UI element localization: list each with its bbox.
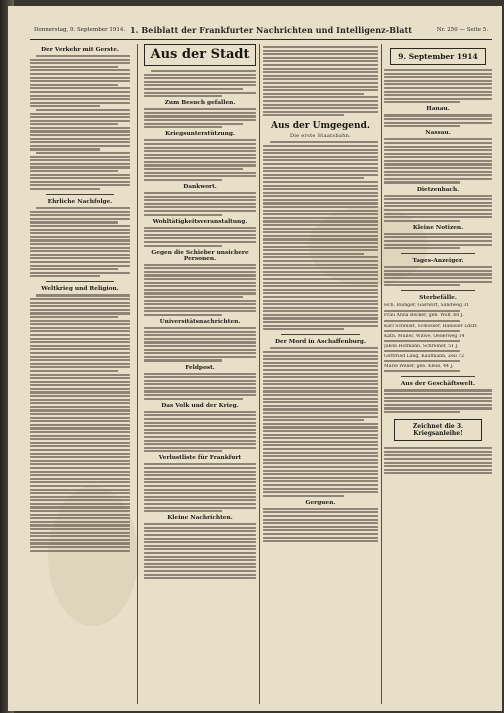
notice-line: Kath. Müller, Witwe, Oederweg 14 [384, 333, 465, 339]
article-body [384, 389, 492, 413]
notice-line: Marie Weber, geb. Klein, 44 J. [384, 363, 454, 369]
article-heading: Ehrliche Nachfolge. [47, 199, 113, 206]
article-body [384, 114, 492, 127]
masthead-date: Donnerstag, 9. September 1914. [34, 27, 126, 33]
article-body [263, 347, 378, 496]
article-body [144, 523, 256, 579]
newspaper-page [8, 6, 502, 711]
death-notices [384, 303, 492, 372]
notice-line: Jakob Hofmann, Schreiner, 51 J. [384, 343, 459, 349]
notice-line: Gottfried Lang, Kaufmann, Zeil 72 [384, 353, 465, 359]
notice-line: Hch. Rüdiger, Gastwirt, Sandweg 31 [384, 303, 470, 309]
article-body [30, 55, 130, 190]
article-body [144, 327, 256, 361]
article-heading: Zum Besuch gefallen. [164, 100, 236, 107]
section-title: Aus der Umgegend. [271, 121, 370, 132]
article-heading: Sterbefälle. [419, 295, 457, 302]
article-body [144, 139, 256, 181]
article-body [384, 266, 492, 286]
article-body [263, 46, 378, 116]
article-body [263, 141, 378, 330]
article-body [30, 207, 130, 277]
article-heading: Gegen die Schieber unsichere Personen. [151, 249, 249, 262]
article-body [263, 508, 378, 542]
article-body [30, 294, 130, 551]
article-heading: Dietzenbach. [416, 186, 460, 193]
article-heading: Die erste Staatsbahn. [289, 133, 352, 140]
article-body [384, 69, 492, 103]
masthead [8, 24, 502, 38]
column-rule [381, 44, 382, 704]
article-heading: Feldpost. [185, 364, 215, 371]
article-heading: Kleine Nachrichten. [167, 515, 233, 522]
article-body [144, 463, 256, 512]
article-body [144, 192, 256, 216]
article-heading: Aus der Geschäftswelt. [400, 381, 476, 388]
article-heading: Nassau. [425, 130, 451, 137]
article-body [144, 373, 256, 400]
article-heading: Kriegsunterstützung. [165, 131, 235, 138]
article-body [144, 70, 256, 97]
column-4 [384, 44, 492, 704]
column-3 [263, 44, 378, 704]
article-body [384, 233, 492, 249]
article-heading: Das Volk und der Krieg. [161, 402, 239, 409]
article-heading: Verlustliste für Frankfurt [158, 455, 242, 462]
article-body [144, 108, 256, 128]
column-2 [144, 44, 256, 704]
article-heading: Dankwort. [183, 183, 217, 190]
masthead-title: 1. Beiblatt der Frankfurter Nachrichten und Intelligenz-Blatt [130, 25, 413, 35]
article-body [384, 195, 492, 222]
section-title: Aus der Stadt [144, 44, 256, 66]
masthead-number: Nr. 250 — Seite 5. [436, 27, 488, 33]
article-heading: Weltkrieg und Religion. [41, 286, 119, 293]
article-heading: Der Verkehr mit Gerste. [41, 47, 119, 53]
article-body [144, 411, 256, 453]
date-box: 9. September 1914 [390, 48, 486, 65]
article-body [384, 138, 492, 183]
war-loan-notice: Zeichnet die 3. Kriegsanleihe! [394, 419, 482, 441]
article-heading: Tages-Anzeiger. [412, 258, 464, 265]
article-heading: Universitätsnachrichten. [159, 319, 241, 326]
article-heading: Kleine Notizen. [412, 224, 464, 231]
article-body [144, 264, 256, 316]
advertisement [384, 447, 492, 474]
masthead-rule [30, 39, 492, 40]
article-heading: Gerguen. [305, 499, 336, 506]
article-heading: Der Mord in Aschaffenburg. [275, 339, 366, 346]
article-heading: Wohltätigkeitsveranstaltung. [152, 218, 248, 225]
column-rule [259, 44, 260, 704]
notice-line: Frau Anna Becker, geb. Wolf, 68 J. [384, 313, 464, 319]
article-body [144, 227, 256, 247]
column-rule [137, 44, 138, 704]
article-heading: Hanau. [426, 106, 450, 113]
notice-line: Karl Schmidt, Schlosser, Hanauer Ldstr. [384, 323, 478, 329]
column-1 [30, 44, 130, 704]
